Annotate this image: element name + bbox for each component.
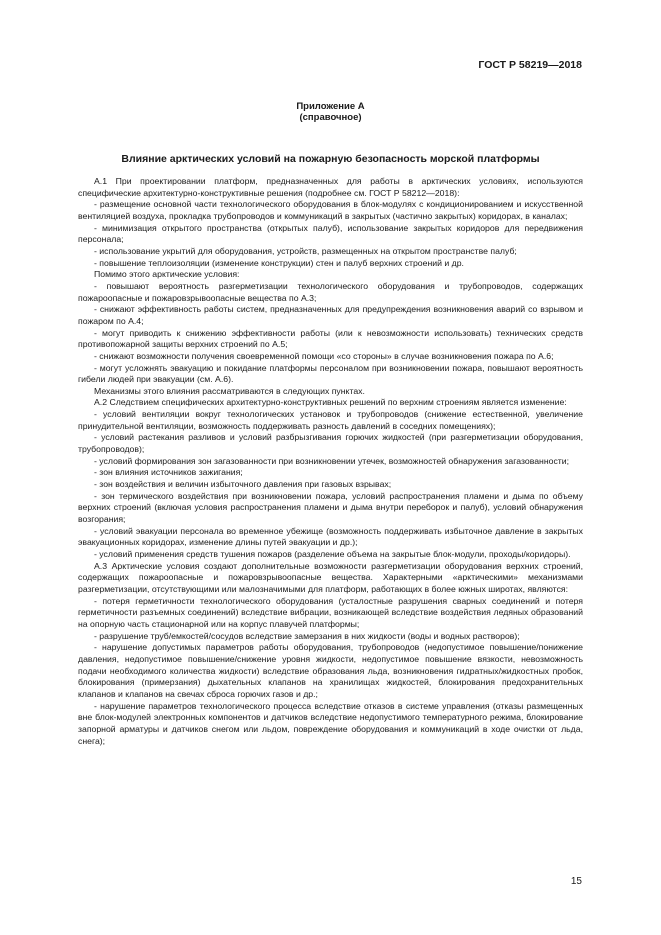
page-number: 15	[570, 876, 582, 887]
document-body	[78, 176, 583, 747]
annex-subtitle: (справочное)	[299, 112, 362, 123]
paragraph: - размещение основной части технологического оборудования в блок-модулях с кондиционированием и искусственной вентиляцией воздуха, прокладка трубопроводов и коммуникаций в закрытых (частично закрытых) коридорах, в каналах;	[78, 199, 583, 221]
paragraph: - условий растекания разливов и условий разбрызгивания горючих жидкостей (при разгерметизации оборудования, трубопроводов);	[78, 432, 583, 455]
paragraph: - условий применения средств тушения пожаров (разделение объема на закрытые блок-модули, проходы/коридоры).	[94, 549, 571, 559]
paragraph: - нарушение параметров технологического процесса вследствие отказов в системе управления (отказы размещенных вне блок-модулей электронных компонентов и датчиков вследствие недопустимого температурного режима, блокирование запорной арматуры и датчиков снегом или льдом, повреждение оборудования и коммуникаций в ходе очистки от льда, снега);	[78, 700, 583, 746]
paragraph: - могут усложнять эвакуацию и покидание платформы персоналом при возникновении пожара, повышают вероятность гибели людей при эвакуации (см. А.6).	[78, 362, 583, 385]
paragraph: - зон воздействия и величин избыточного давления при газовых взрывах;	[94, 479, 392, 490]
paragraph: - могут приводить к снижению эффективности работы (или к невозможности использовать) технических средств противопожарной защиты верхних строений по А.5;	[78, 327, 583, 350]
paragraph: - снижают эффективность работы систем, предназначенных для предупреждения возникновения аварий со взрывом и пожаром по А.4;	[78, 304, 583, 326]
paragraph: - потеря герметичности технологического оборудования (усталостные разрушения сварных соединений и потеря герметичности разъемных соединений) вследствие вибрации, возникающей вследствие воздействия ледяных образований на опорную часть стационарной или на корпус плавучей платформы;	[78, 595, 583, 629]
annex-heading	[0, 101, 661, 123]
paragraph: - нарушение допустимых параметров работы оборудования, трубопроводов (недопустимое повышение/понижение давления, недопустимое повышение/снижение уровня жидкости, недопустимое повышение вязкости, невозможность подачи необходимого количества жидкости) вследствие образования льда, возникновения гидратных/жидкостных пробок, блокирования (примерзания) дыхательных клапанов на хранилищах жидкостей, блокирования предохранительных клапанов и клапанов на свечах сброса горючих газов и др.;	[78, 642, 583, 699]
paragraph: - повышение теплоизоляции (изменение конструкции) стен и палуб верхних строений и др.	[94, 257, 464, 268]
paragraph: - зон термического воздействия при возникновении пожара, условий распространения пламени и дыма по объему верхних строений (включая условия распространения пламени и дыма внутри переборок и палуб), условий обнаружения возгорания;	[78, 490, 583, 525]
paragraph: А.1 При проектировании платформ, предназначенных для работы в арктических условиях, используются специфические архитектурно-конструктивные решения (подробнее см. ГОСТ Р 58212—2018):	[78, 176, 583, 198]
paragraph: Помимо этого арктические условия:	[94, 269, 240, 280]
annex-title: Приложение А	[296, 101, 365, 112]
paragraph: - повышают вероятность разгерметизации технологического оборудования и трубопроводов, содержащих пожароопасные и пожаровзрывоопасные вещества по А.3;	[78, 280, 583, 303]
document-title: Влияние арктических условий на пожарную безопасность морской платформы	[121, 153, 540, 165]
paragraph: - снижают возможности получения своевременной помощи «со стороны» в случае возникновения пожара по А.6;	[94, 350, 554, 361]
paragraph: - разрушение труб/емкостей/сосудов вследствие замерзания в них жидкости (воды и водных растворов);	[94, 630, 520, 641]
paragraph: - условий эвакуации персонала во временное убежище (возможность поддерживать избыточное давление в закрытых эвакуационных коридорах, изменение длины путей эвакуации и др.);	[78, 525, 583, 548]
paragraph: Механизмы этого влияния рассматриваются в следующих пунктах.	[94, 385, 365, 396]
paragraph: А.2 Следствием специфических архитектурно-конструктивных решений по верхним строениям является изменение:	[94, 397, 567, 408]
paragraph: - использование укрытий для оборудования, устройств, размещенных на открытом пространстве палуб;	[94, 245, 517, 256]
standard-code: ГОСТ Р 58219—2018	[478, 59, 582, 71]
paragraph: А.3 Арктические условия создают дополнительные возможности разгерметизации оборудования верхних строений, содержащих пожароопасные и пожаровзрывоопасные вещества. Характерными «арктическими» механизмами разгерметизации, отсутствующими или малозначимыми для платформ, работающих в более южных широтах, являются:	[78, 560, 583, 594]
paragraph: - зон влияния источников зажигания;	[94, 467, 243, 478]
paragraph: - условий формирования зон загазованности при возникновении утечек, возможностей обнаружения загазованности;	[94, 455, 570, 466]
paragraph: - условий вентиляции вокруг технологических установок и трубопроводов (снижение естественной, увеличение принудительной вентиляции, возможность поддерживать разность давлений в соседних помещениях);	[78, 409, 583, 431]
paragraph: - минимизация открытого пространства (открытых палуб), использование закрытых коридоров для передвижения персонала;	[78, 222, 583, 245]
